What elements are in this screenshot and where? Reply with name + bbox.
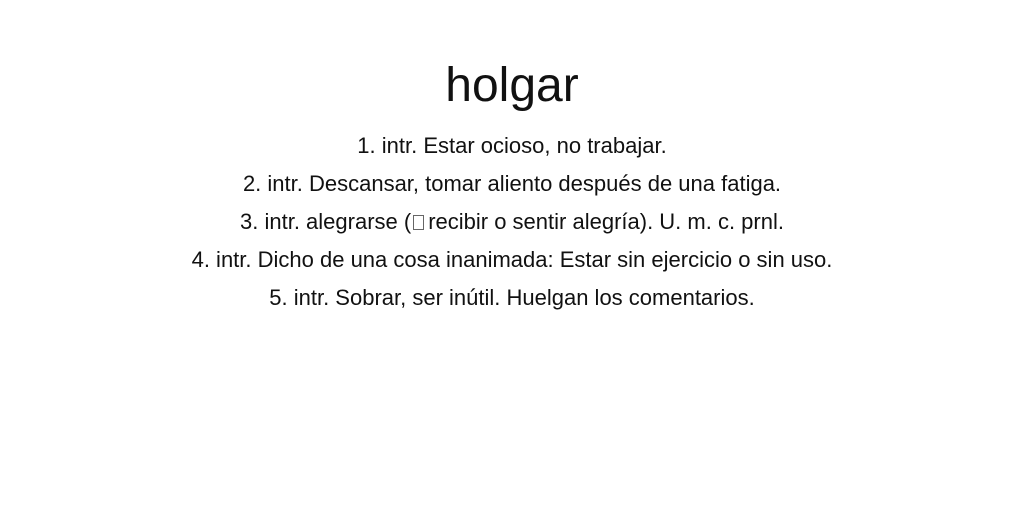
missing-glyph-icon <box>413 215 424 230</box>
sense-item-3 <box>0 203 1024 241</box>
sense-item-5: 5. intr. Sobrar, ser inútil. Huelgan los comentarios. <box>269 285 755 310</box>
sense-text-after: recibir o sentir alegría). U. m. c. prnl. <box>428 209 784 234</box>
sense-item-2: 2. intr. Descansar, tomar aliento después de una fatiga. <box>242 171 782 196</box>
headword: holgar <box>445 59 579 112</box>
sense-text-before: 3. intr. alegrarse ( <box>240 209 412 234</box>
sense-item-1: 1. intr. Estar ocioso, no trabajar. <box>357 133 667 158</box>
sense-item-4: 4. intr. Dicho de una cosa inanimada: Estar sin ejercicio o sin uso. <box>191 247 833 272</box>
sense-list <box>0 127 1024 317</box>
